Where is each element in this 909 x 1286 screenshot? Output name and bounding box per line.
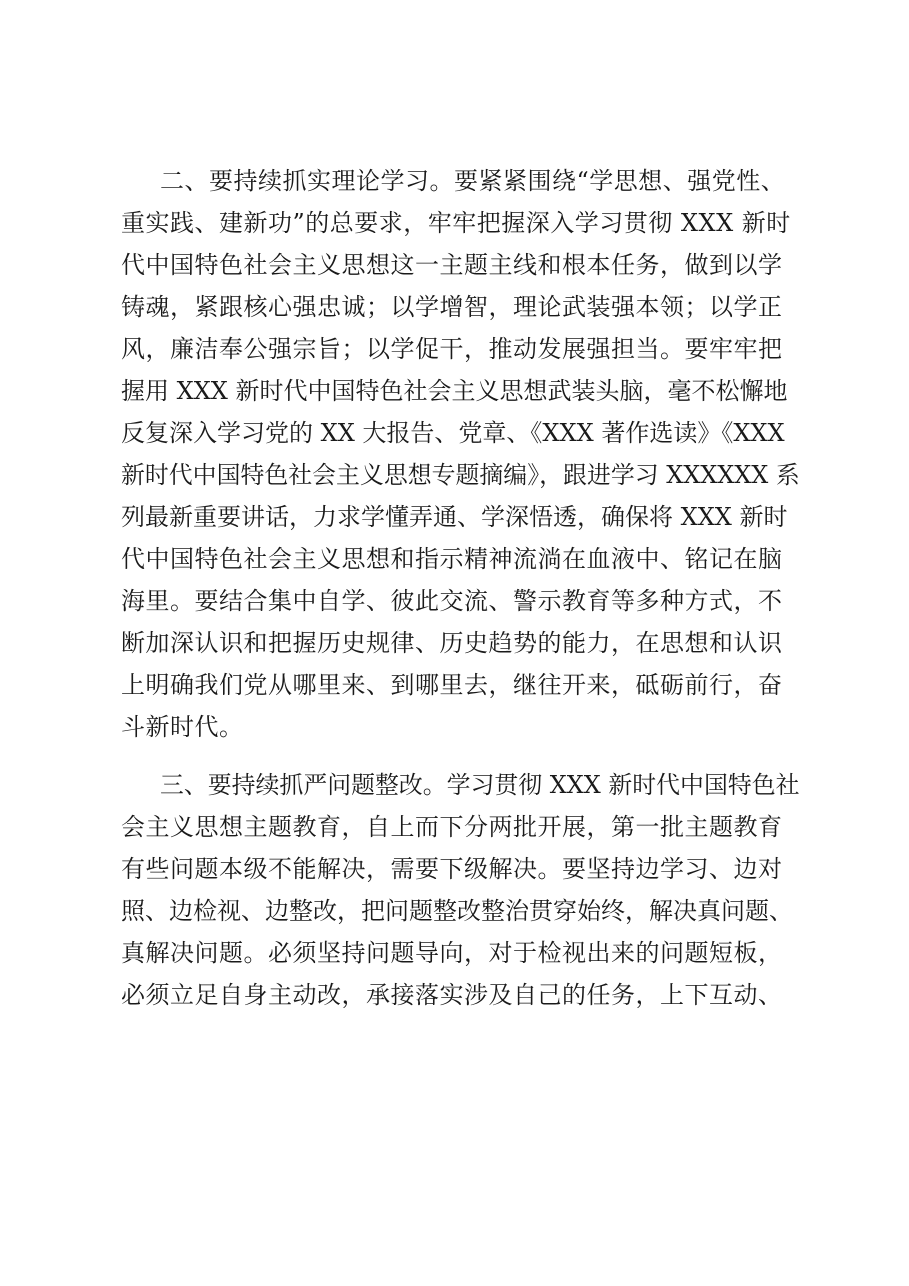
paragraph-section-two-line-12: 断加深认识和把握历史规律、历史趋势的能力，在思想和认识: [121, 629, 783, 657]
paragraph-section-two-line-4: 铸魂，紧跟核心强忠诚；以学增智，理论武装强本领；以学正: [121, 293, 783, 321]
paragraph-section-two-line-2: 重实践、建新功”的总要求，牢牢把握深入学习贯彻 XXX 新时: [121, 209, 791, 237]
paragraph-section-three-line-4: 照、边检视、边整改，把问题整改整治贯穿始终，解决真问题、: [121, 897, 793, 925]
paragraph-section-two-line-13: 上明确我们党从哪里来、到哪里去，继往开来，砥砺前行，奋: [121, 671, 783, 699]
paragraph-section-two-line-7: 反复深入学习党的 XX 大报告、党章、《XXX 著作选读》《XXX: [121, 419, 785, 447]
paragraph-section-two-line-5: 风，廉洁奉公强宗旨；以学促干，推动发展强担当。要牢牢把: [121, 335, 783, 363]
paragraph-section-two-line-8: 新时代中国特色社会主义思想专题摘编》，跟进学习 XXXXXX 系: [121, 461, 800, 489]
paragraph-section-three-line-3: 有些问题本级不能解决，需要下级解决。要坚持边学习、边对: [121, 855, 783, 883]
paragraph-section-two-line-14: 斗新时代。: [121, 713, 244, 741]
paragraph-section-three-line-2: 会主义思想主题教育，自上而下分两批开展，第一批主题教育: [121, 813, 783, 841]
paragraph-section-three-line-6: 必须立足自身主动改，承接落实涉及自己的任务，上下互动、: [121, 981, 783, 1009]
paragraph-section-three-line-1: 三、要持续抓严问题整改。学习贯彻 XXX 新时代中国特色社: [160, 771, 800, 799]
paragraph-section-two-line-11: 海里。要结合集中自学、彼此交流、警示教育等多种方式，不: [121, 587, 783, 615]
paragraph-section-two-line-9: 列最新重要讲话，力求学懂弄通、学深悟透，确保将 XXX 新时: [121, 503, 788, 531]
paragraph-section-two-line-1: 二、要持续抓实理论学习。要紧紧围绕“学思想、强党性、: [160, 167, 786, 195]
paragraph-section-three-line-5: 真解决问题。必须坚持问题导向，对于检视出来的问题短板，: [121, 939, 783, 967]
paragraph-section-two-line-6: 握用 XXX 新时代中国特色社会主义思想武装头脑，毫不松懈地: [121, 377, 788, 405]
paragraph-section-two-line-10: 代中国特色社会主义思想和指示精神流淌在血液中、铭记在脑: [121, 545, 783, 573]
paragraph-section-two-line-3: 代中国特色社会主义思想这一主题主线和根本任务，做到以学: [121, 251, 783, 279]
